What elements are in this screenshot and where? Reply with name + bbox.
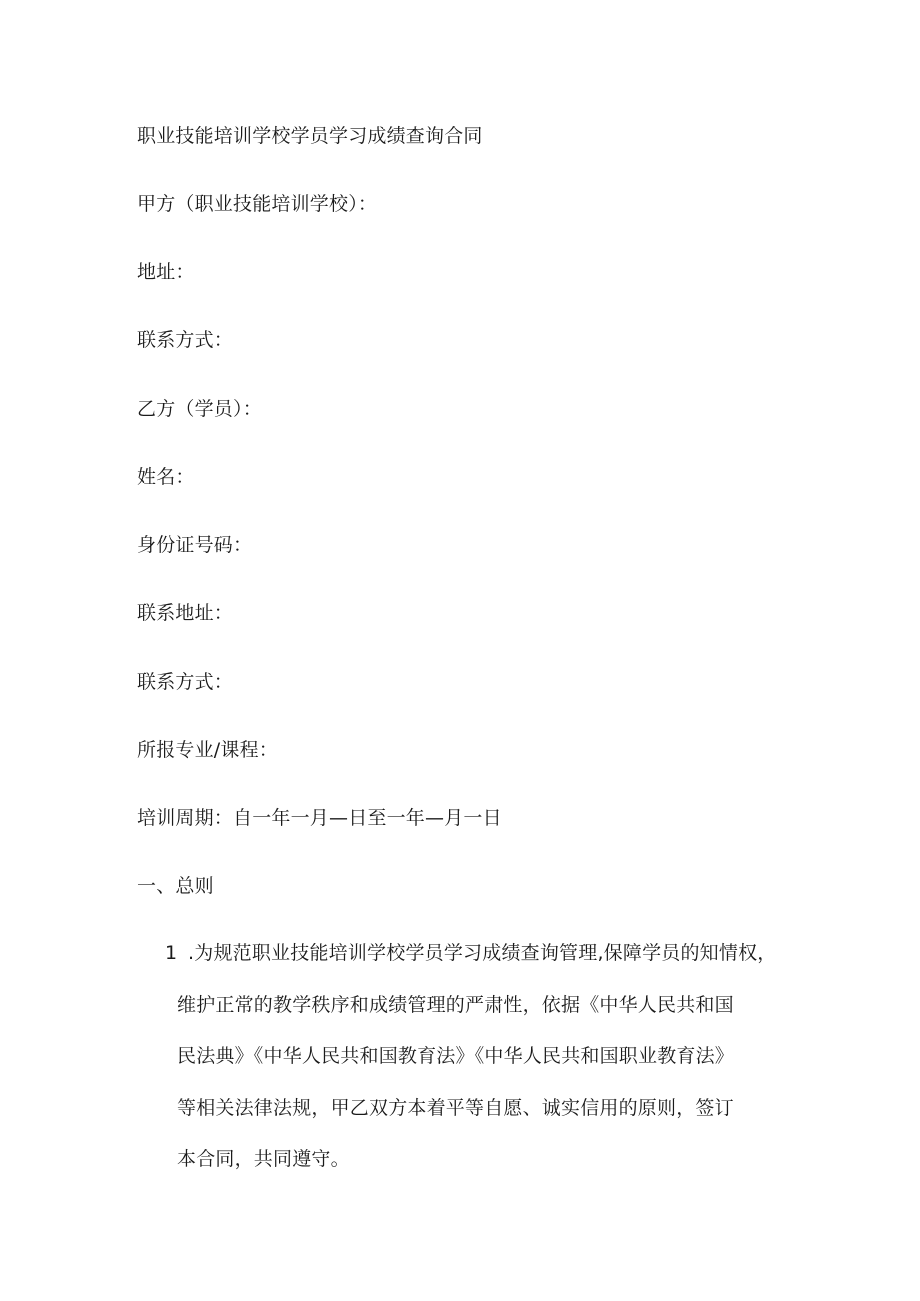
student-address-label: 联系地址：: [137, 602, 234, 624]
clause-line: 维护正常的教学秩序和成绩管理的严肃性，依据《中华人民共和国: [177, 994, 734, 1016]
section-heading: 一、总则: [137, 875, 214, 897]
clause-line: .为规范职业技能培训学校学员学习成绩查询管理,保障学员的知情权，: [188, 942, 777, 964]
clause-number: 1: [165, 942, 178, 964]
training-period-label: 培训周期：自一年一月—日至一年—月一日: [137, 807, 502, 829]
document-title: 职业技能培训学校学员学习成绩查询合同: [137, 125, 483, 147]
party-a-contact-label: 联系方式：: [137, 329, 234, 351]
party-b-label: 乙方（学员）：: [137, 398, 262, 420]
party-a-address-label: 地址：: [137, 261, 195, 283]
course-label: 所报专业/课程：: [137, 739, 279, 761]
id-number-label: 身份证号码：: [137, 534, 253, 556]
student-name-label: 姓名：: [137, 466, 195, 488]
clause-line: 等相关法律法规，甲乙双方本着平等自愿、诚实信用的原则，签订: [177, 1097, 734, 1119]
clause-line: 本合同，共同遵守。: [177, 1148, 350, 1170]
clause-line: 民法典》《中华人民共和国教育法》《中华人民共和国职业教育法》: [177, 1045, 735, 1067]
party-a-label: 甲方（职业技能培训学校）：: [137, 193, 378, 215]
student-contact-label: 联系方式：: [137, 671, 234, 693]
